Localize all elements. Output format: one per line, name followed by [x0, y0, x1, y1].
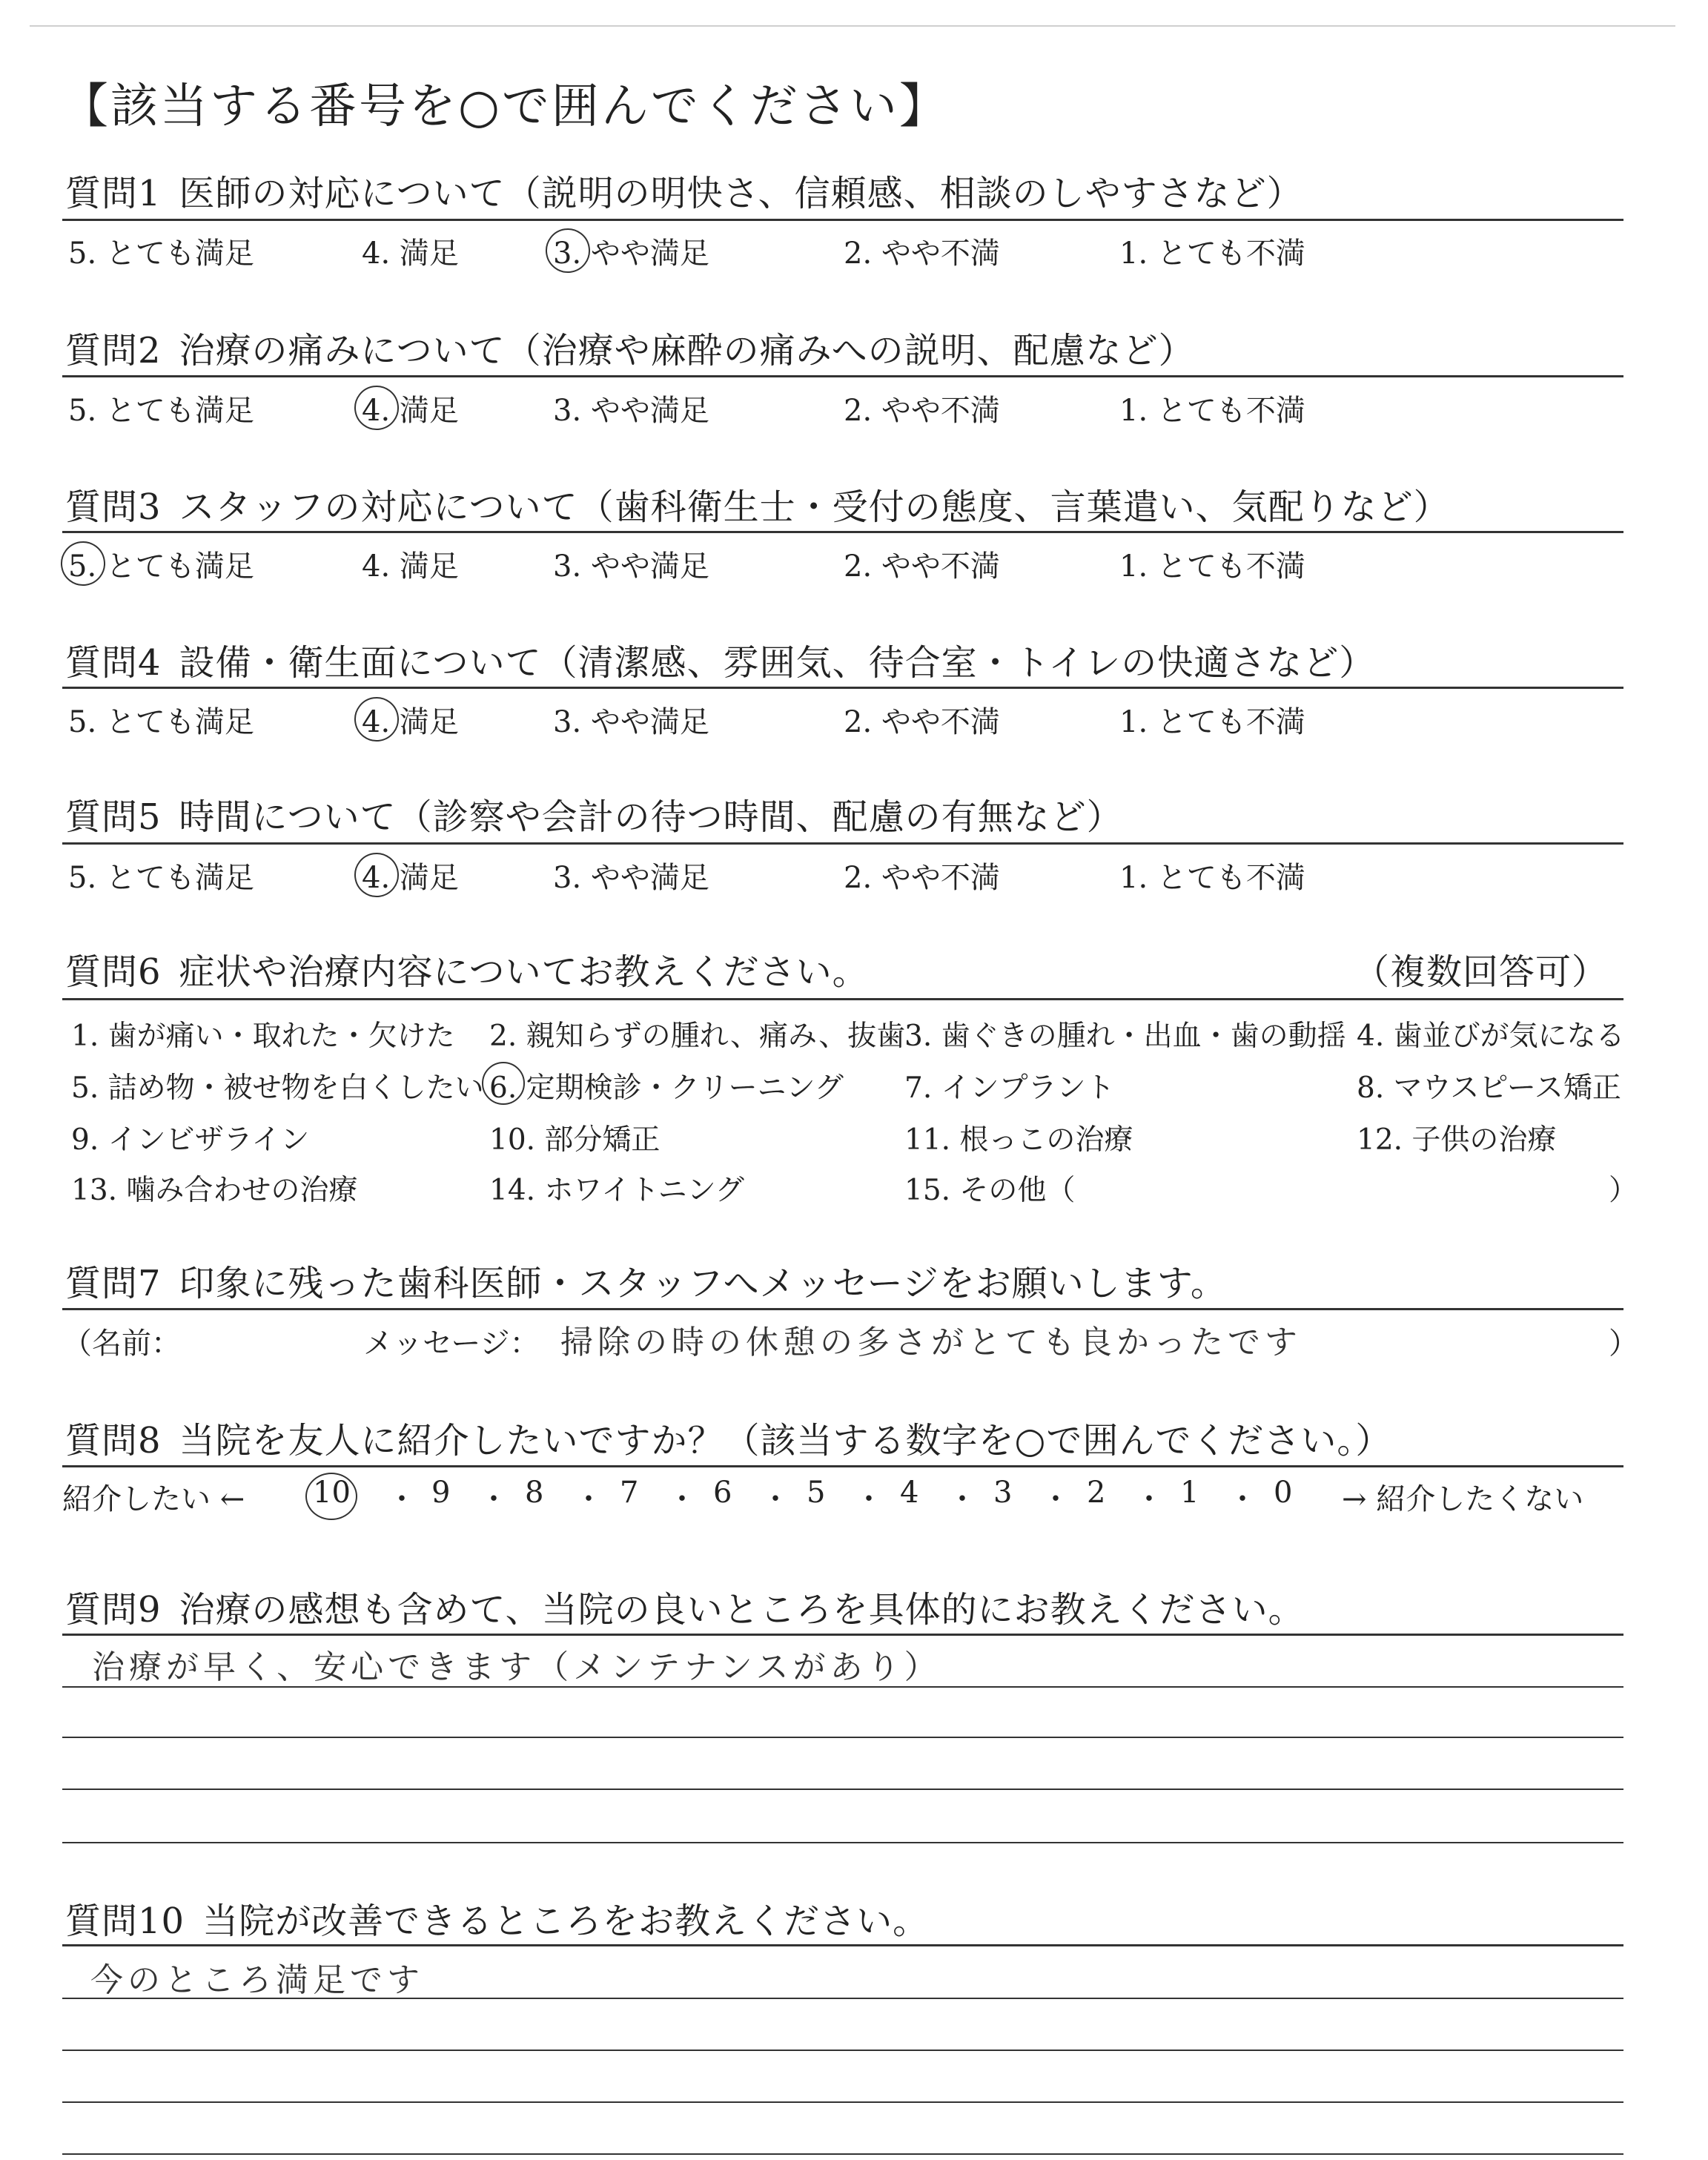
q3-option-3[interactable]: 3. やや満足: [553, 549, 709, 584]
q9-answer-handwritten[interactable]: 治療が早く、安心できます（メンテナンスがあり）: [92, 1648, 941, 1686]
q8-separator: ・: [387, 1482, 417, 1516]
question-5-rule: [62, 842, 1623, 845]
q8-separator: ・: [854, 1482, 884, 1516]
q3-option-1[interactable]: 1. とても不満: [1119, 549, 1305, 584]
q4-option-4-selected[interactable]: 4. 満足: [362, 698, 459, 741]
q5-option-3[interactable]: 3. やや満足: [553, 861, 709, 895]
q6-option-9[interactable]: 9. インビザライン: [71, 1123, 310, 1157]
q4-option-5[interactable]: 5. とても満足: [68, 705, 254, 739]
question-6-title: [65, 943, 869, 994]
q8-separator: ・: [1228, 1482, 1257, 1516]
question-2-number: 質問2: [65, 330, 162, 371]
question-9-rule: [62, 1634, 1623, 1636]
question-7-text: 印象に残った歯科医師・スタッフへメッセージをお願いします。: [179, 1263, 1227, 1304]
question-7-rule: [62, 1308, 1623, 1310]
q6-option-12[interactable]: 12. 子供の治療: [1357, 1123, 1557, 1157]
q6-option-10[interactable]: 10. 部分矯正: [489, 1123, 661, 1157]
question-10-rule: [62, 1944, 1623, 1946]
q6-option-6-selected[interactable]: 6. 定期検診・クリーニング: [489, 1065, 844, 1106]
question-7-number: 質問7: [65, 1263, 162, 1304]
q7-name-label: （名前：: [62, 1327, 181, 1361]
question-3-options: [62, 543, 1626, 587]
q4-option-3[interactable]: 3. やや満足: [553, 705, 709, 739]
q8-score-0[interactable]: 0: [1274, 1476, 1293, 1510]
q3-option-2[interactable]: 2. やや不満: [844, 549, 1000, 584]
q6-option-2[interactable]: 2. 親知らずの腫れ、痛み、抜歯: [489, 1020, 906, 1053]
q1-option-1[interactable]: 1. とても不満: [1119, 237, 1305, 271]
q5-option-5[interactable]: 5. とても満足: [68, 861, 254, 895]
question-4-title: [65, 634, 1375, 685]
q8-separator: ・: [1041, 1482, 1070, 1516]
question-4-number: 質問4: [65, 642, 162, 684]
question-10-text: 当院が改善できるところをお教えください。: [202, 1900, 930, 1942]
page-border: [30, 25, 1675, 27]
question-2-rule: [62, 375, 1623, 377]
q8-score-9[interactable]: 9: [431, 1476, 451, 1510]
question-1-options: [62, 230, 1626, 274]
q1-option-4[interactable]: 4. 満足: [362, 237, 459, 271]
question-8-title: [65, 1412, 1391, 1463]
question-8-number: 質問8: [65, 1420, 162, 1462]
q2-option-3[interactable]: 3. やや満足: [553, 394, 709, 428]
q8-separator: ・: [574, 1482, 603, 1516]
q6-option-11[interactable]: 11. 根っこの治療: [904, 1123, 1133, 1157]
question-9-text: 治療の感想も含めて、当院の良いところを具体的にお教えください。: [179, 1589, 1305, 1631]
q8-separator: ・: [1134, 1482, 1164, 1516]
q5-option-2[interactable]: 2. やや不満: [844, 861, 1000, 895]
form-header: 【該当する番号を○で囲んでください】: [61, 79, 949, 134]
q3-option-5-selected[interactable]: 5. とても満足: [68, 543, 254, 585]
q8-separator: ・: [947, 1482, 977, 1516]
question-3-rule: [62, 531, 1623, 533]
question-3-number: 質問3: [65, 486, 162, 528]
question-4-rule: [62, 687, 1623, 689]
q8-score-5[interactable]: 5: [807, 1476, 826, 1510]
q8-score-3[interactable]: 3: [993, 1476, 1013, 1510]
q2-option-5[interactable]: 5. とても満足: [68, 394, 254, 428]
question-5-title: [65, 788, 1123, 839]
q8-separator: ・: [761, 1482, 790, 1516]
q1-option-5[interactable]: 5. とても満足: [68, 237, 254, 271]
q7-message-handwritten[interactable]: 掃除の時の休憩の多さがとても良かったです: [560, 1324, 1302, 1361]
question-4-options: [62, 698, 1626, 743]
question-6-note: （複数回答可）: [1354, 951, 1609, 993]
q8-score-7[interactable]: 7: [620, 1476, 639, 1510]
q10-answer-line: [62, 2101, 1623, 2103]
q6-option-14[interactable]: 14. ホワイトニング: [489, 1174, 744, 1207]
q6-option-4[interactable]: 4. 歯並びが気になる: [1357, 1020, 1625, 1053]
question-3-text: スタッフの対応について（歯科衛生士・受付の態度、言葉遣い、気配りなど）: [179, 486, 1450, 528]
question-9-title: [65, 1581, 1305, 1632]
question-5-text: 時間について（診察や会計の待つ時間、配慮の有無など）: [179, 796, 1123, 838]
question-1-text: 医師の対応について（説明の明快さ、信頼感、相談のしやすさなど）: [179, 173, 1303, 214]
question-2-title: [65, 322, 1195, 373]
q9-answer-line: [62, 1737, 1623, 1738]
q8-score-8[interactable]: 8: [525, 1476, 544, 1510]
question-2-text: 治療の痛みについて（治療や麻酔の痛みへの説明、配慮など）: [179, 330, 1195, 371]
question-6-number: 質問6: [65, 951, 162, 993]
q8-score-2[interactable]: 2: [1087, 1476, 1106, 1510]
question-8-rule: [62, 1465, 1623, 1467]
question-5-options: [62, 854, 1626, 899]
q10-answer-handwritten[interactable]: 今のところ満足です: [90, 1961, 424, 1999]
q2-option-4-selected[interactable]: 4. 満足: [362, 387, 459, 429]
q10-answer-line: [62, 2050, 1623, 2051]
q5-option-1[interactable]: 1. とても不満: [1119, 861, 1305, 895]
q8-score-1[interactable]: 1: [1180, 1476, 1199, 1510]
q9-answer-line: [62, 1842, 1623, 1843]
question-5-number: 質問5: [65, 796, 162, 838]
question-6-rule: [62, 998, 1623, 1000]
q6-option-5[interactable]: 5. 詰め物・被せ物を白くしたい: [71, 1071, 484, 1105]
q6-option-8[interactable]: 8. マウスピース矯正: [1357, 1071, 1621, 1105]
question-8-text: 当院を友人に紹介したいですか？（該当する数字を○で囲んでください。）: [179, 1420, 1392, 1462]
q8-score-4[interactable]: 4: [900, 1476, 919, 1510]
q7-message-label: メッセージ：: [363, 1327, 540, 1361]
q6-option-7[interactable]: 7. インプラント: [904, 1071, 1115, 1105]
q4-option-2[interactable]: 2. やや不満: [844, 705, 1000, 739]
q4-option-1[interactable]: 1. とても不満: [1119, 705, 1305, 739]
question-9-number: 質問9: [65, 1589, 162, 1631]
q6-option-3[interactable]: 3. 歯ぐきの腫れ・出血・歯の動揺: [904, 1020, 1346, 1053]
q6-option-15[interactable]: 15. その他（: [904, 1174, 1076, 1207]
question-6-text: 症状や治療内容についてお教えください。: [179, 951, 869, 993]
q8-score-6[interactable]: 6: [713, 1476, 732, 1510]
q1-option-2[interactable]: 2. やや不満: [844, 237, 1000, 271]
q10-answer-line: [62, 1998, 1623, 1999]
q8-separator: ・: [667, 1482, 697, 1516]
question-2-options: [62, 387, 1626, 432]
q1-option-3-selected[interactable]: 3. やや満足: [553, 230, 709, 272]
question-1-title: [65, 165, 1303, 216]
q8-scale-row: [62, 1476, 1626, 1520]
question-1-number: 質問1: [65, 173, 162, 214]
q6-option-13[interactable]: 13. 噛み合わせの治療: [71, 1174, 358, 1207]
question-4-text: 設備・衛生面について（清潔感、雰囲気、待合室・トイレの快適さなど）: [179, 642, 1376, 684]
q2-option-1[interactable]: 1. とても不満: [1119, 394, 1305, 428]
q2-option-2[interactable]: 2. やや不満: [844, 394, 1000, 428]
q7-close-paren: ）: [1609, 1327, 1638, 1361]
question-7-title: [65, 1255, 1227, 1306]
q9-answer-line: [62, 1789, 1623, 1790]
q6-other-close: ）: [1609, 1174, 1638, 1207]
question-10-number: 質問10: [65, 1900, 185, 1942]
q6-option-1[interactable]: 1. 歯が痛い・取れた・欠けた: [71, 1020, 455, 1053]
q10-answer-line: [62, 2153, 1623, 2155]
q8-left-label: 紹介したい ←: [62, 1482, 245, 1516]
q8-score-10-selected[interactable]: 10: [313, 1476, 351, 1510]
q8-separator: ・: [479, 1482, 509, 1516]
question-1-rule: [62, 219, 1623, 221]
question-10-title: [65, 1892, 929, 1943]
q8-right-label: → 紹介したくない: [1342, 1482, 1584, 1516]
q3-option-4[interactable]: 4. 満足: [362, 549, 459, 584]
q5-option-4-selected[interactable]: 4. 満足: [362, 854, 459, 896]
question-3-title: [65, 478, 1450, 529]
q9-answer-line: [62, 1686, 1623, 1688]
